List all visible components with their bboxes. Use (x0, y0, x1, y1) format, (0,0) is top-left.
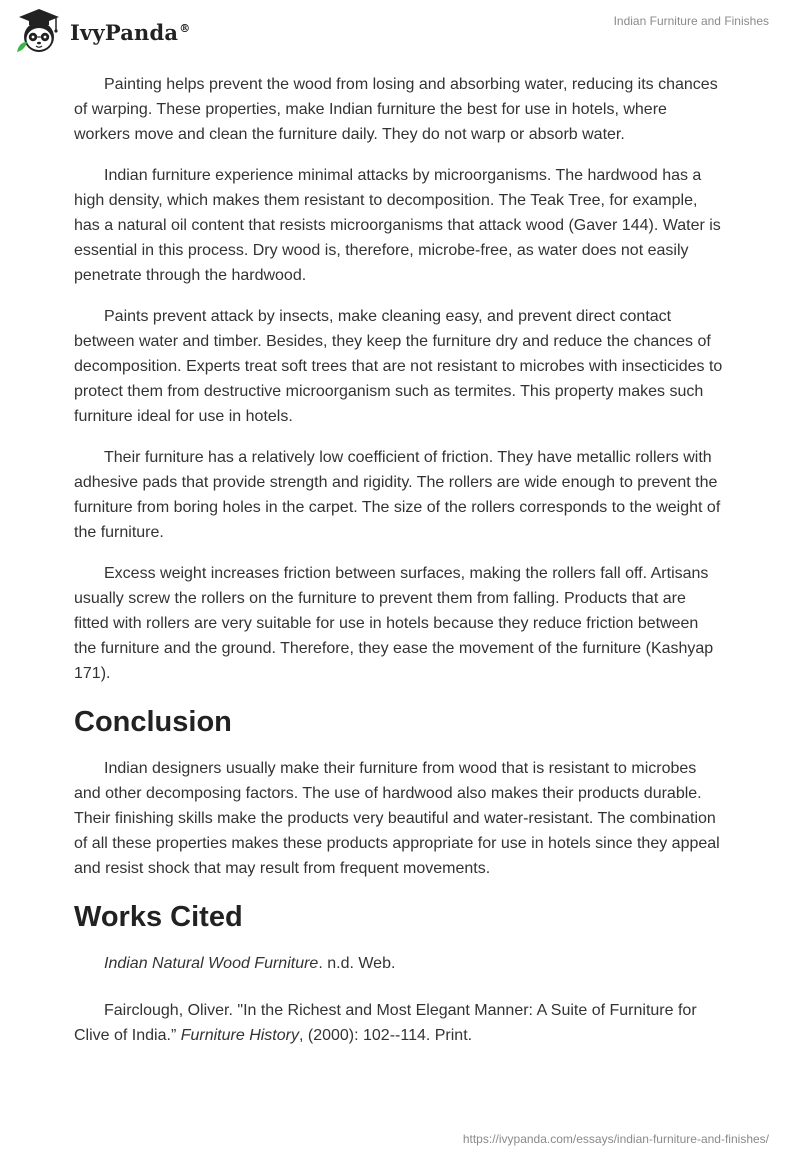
citation-details: , (2000): 102--114. Print. (298, 1027, 473, 1044)
conclusion-heading: Conclusion (74, 706, 232, 738)
page-header (0, 0, 800, 60)
citation-journal: Furniture History (180, 1027, 299, 1044)
body-paragraph: Excess weight increases friction between surfaces, making the rollers fall off. Artisans usually screw the rollers on the furniture to prevent them from falling. Products that are fitted with rollers are very suitable for use in hotels because they reduce friction between the furniture and the ground. Therefore, they ease the movement of the furniture (Kashyap 171). (74, 565, 714, 682)
ivypanda-logo[interactable] (14, 6, 190, 56)
works-cited-heading: Works Cited (74, 901, 243, 933)
citation-author-title: Fairclough, Oliver. "In the Richest and Most Elegant Manner: A Suite of Furniture for Clive of India.” (74, 1002, 697, 1044)
logo-text: IvyPanda (70, 19, 179, 45)
citation-entry (74, 951, 724, 976)
citation-details: . n.d. Web. (318, 955, 396, 972)
footer-url-link[interactable]: https://ivypanda.com/essays/indian-furniture-and-finishes/ (462, 1132, 769, 1146)
essay-content (74, 72, 724, 1070)
ivypanda-logo-icon (14, 6, 64, 56)
citation-entry (74, 998, 724, 1048)
document-title: Indian Furniture and Finishes (613, 14, 769, 28)
conclusion-paragraph: Indian designers usually make their furniture from wood that is resistant to microbes and other decomposing factors. The use of hardwood also makes their products durable. Their finishing skills make the products very beautiful and water-resistant. The combination of all these properties makes these products appropriate for use in hotels since they appeal and resist shock that may result from frequent movements. (74, 760, 720, 877)
body-paragraph: Paints prevent attack by insects, make cleaning easy, and prevent direct contact between water and timber. Besides, they keep the furniture dry and reduce the chances of decomposition. Experts treat soft trees that are not resistant to microbes with insecticides to protect them from destructive microorganism such as termites. This property makes such furniture ideal for use in hotels. (74, 308, 723, 425)
body-paragraph: Painting helps prevent the wood from losing and absorbing water, reducing its chances of warping. These properties, make Indian furniture the best for use in hotels, where workers move and clean the furniture daily. They do not warp or absorb water. (74, 76, 718, 143)
citation-title: Indian Natural Wood Furniture (104, 955, 319, 972)
body-paragraph: Their furniture has a relatively low coefficient of friction. They have metallic rollers with adhesive pads that provide strength and rigidity. The rollers are wide enough to prevent the furniture from boring holes in the carpet. The size of the rollers corresponds to the weight of the furniture. (74, 449, 721, 541)
body-paragraph: Indian furniture experience minimal attacks by microorganisms. The hardwood has a high density, which makes them resistant to decomposition. The Teak Tree, for example, has a natural oil content that resists microorganisms that attack wood (Gaver 144). Water is essential in this process. Dry wood is, therefore, microbe-free, as water does not easily penetrate through the hardwood. (74, 167, 721, 284)
registered-mark: ® (179, 21, 191, 35)
